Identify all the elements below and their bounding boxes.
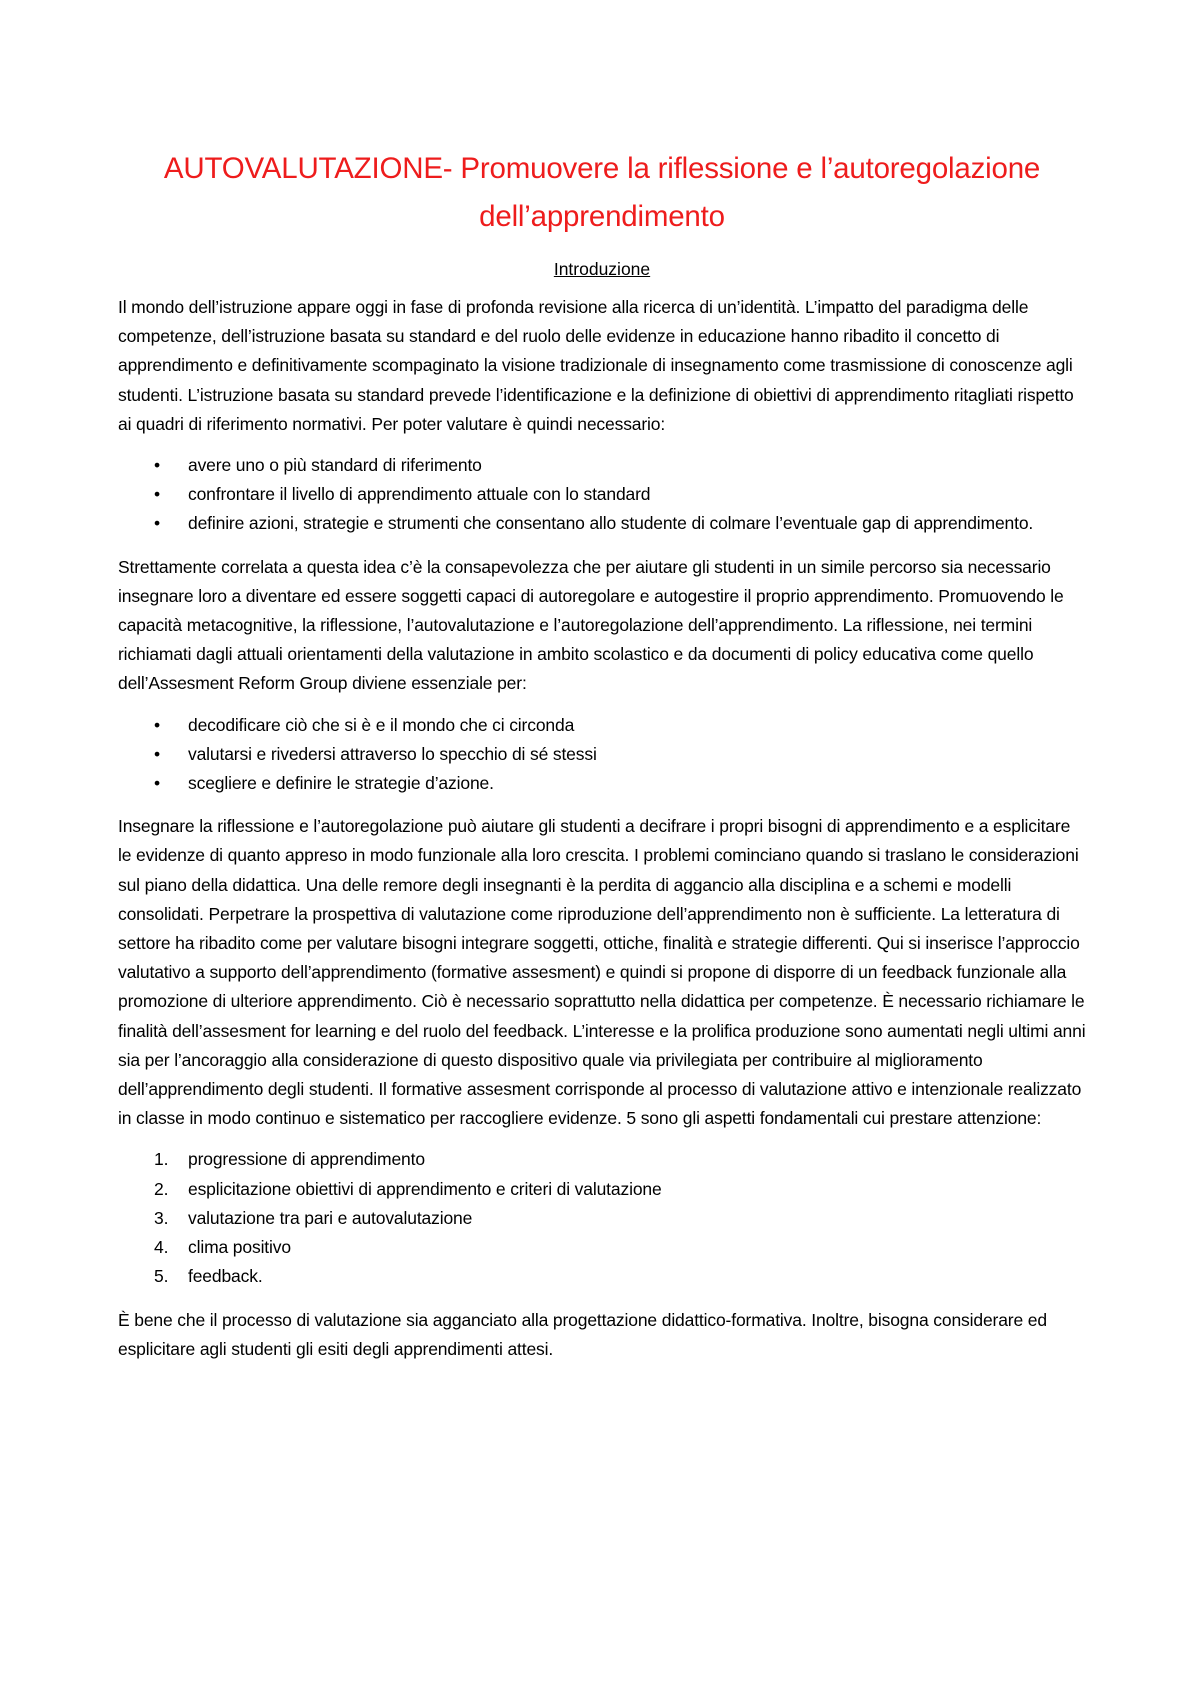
bullet-icon: • — [154, 773, 160, 794]
list-number: 5. — [154, 1266, 169, 1287]
list-item-text: progressione di apprendimento — [188, 1149, 425, 1170]
document-page — [118, 145, 1086, 1364]
list-item-text: valutazione tra pari e autovalutazione — [188, 1207, 473, 1228]
list-item-text: confrontare il livello di apprendimento attuale con lo standard — [188, 484, 651, 505]
list-item — [118, 1262, 1086, 1291]
paragraph-intro: Il mondo dell’istruzione appare oggi in fase di profonda revisione alla ricerca di un’identità. L’impatto del paradigma delle competenze, dell’istruzione basata su standard e del ruolo delle evidenze in educazione hanno ribadito il concetto di apprendimento e definitivamente scompaginato la visione tradizionale di insegnamento come trasmissione di conoscenze agli studenti. L’istruzione basata su standard prevede l’identificazione e la definizione di obiettivi di apprendimento ritagliati rispetto ai quadri di riferimento normativi. Per poter valutare è quindi necessario: — [118, 297, 1074, 434]
section-heading: Introduzione — [553, 259, 651, 279]
list-item — [118, 1204, 1086, 1233]
list-number: 3. — [154, 1207, 169, 1228]
list-item — [118, 1175, 1086, 1204]
list-item — [118, 480, 1086, 509]
paragraph-reflection: Strettamente correlata a questa idea c’è la consapevolezza che per aiutare gli studenti in un simile percorso sia necessario insegnare loro a diventare ed essere soggetti capaci di autoregolare e autogestire il proprio apprendimento. Promuovendo le capacità metacognitive, la riflessione, l’autovalutazione e l’autoregolazione dell’apprendimento. La riflessione, nei termini richiamati dagli attuali orientamenti della valutazione in ambito scolastico e da documenti di policy educativa come quello dell’Assesment Reform Group diviene essenziale per: — [118, 556, 1064, 694]
list-item-text: avere uno o più standard di riferimento — [188, 455, 482, 476]
list-item — [118, 711, 1086, 740]
paragraph-formative-assessment: Insegnare la riflessione e l’autoregolazione può aiutare gli studenti a decifrare i propri bisogni di apprendimento e a esplicitare le evidenze di quanto appreso in modo funzionale alla loro crescita. I problemi cominciano quando si traslano le considerazioni sul piano della didattica. Una delle remore degli insegnanti è la perdita di aggancio alla disciplina e a schemi e modelli consolidati. Perpetrare la prospettiva di valutazione come riproduzione dell’apprendimento non è sufficiente. La letteratura di settore ha ribadito come per valutare bisogni integrare soggetti, ottiche, finalità e strategie differenti. Qui si inserisce l’approccio valutativo a supporto dell’apprendimento (formative assesment) e quindi si propone di disporre di un feedback funzionale alla promozione di ulteriore apprendimento. Ciò è necessario soprattutto nella didattica per competenze. È necessario richiamare le finalità dell’assesment for learning e del ruolo del feedback. L’interesse e la prolifica produzione sono aumentati negli ultimi anni sia per l’ancoraggio alla considerazione di questo dispositivo quale via privilegiata per contribuire al miglioramento dell’apprendimento degli studenti. Il formative assesment corrisponde al processo di valutazione attivo e intenzionale realizzato in classe in modo continuo e sistematico per raccogliere evidenze. 5 sono gli aspetti fondamentali cui prestare attenzione: — [118, 816, 1086, 1129]
list-item-text: scegliere e definire le strategie d’azione. — [188, 773, 494, 794]
list-item — [118, 769, 1086, 798]
bullet-icon: • — [154, 743, 160, 764]
list-item — [118, 509, 1086, 538]
bullet-list-reflection — [118, 711, 1086, 799]
list-number: 4. — [154, 1237, 169, 1258]
list-item-text: decodificare ciò che si è e il mondo che ci circonda — [188, 714, 575, 735]
bullet-icon: • — [154, 714, 160, 735]
list-item — [118, 1233, 1086, 1262]
numbered-list-aspects — [118, 1145, 1086, 1291]
list-item-text: clima positivo — [188, 1237, 291, 1258]
list-item — [118, 1145, 1086, 1174]
paragraph-conclusion: È bene che il processo di valutazione sia agganciato alla progettazione didattico-formativa. Inoltre, bisogna considerare ed esplicitare agli studenti gli esiti degli apprendimenti attesi. — [118, 1309, 1047, 1359]
bullet-icon: • — [154, 455, 160, 476]
list-item — [118, 451, 1086, 480]
list-item — [118, 740, 1086, 769]
list-item-text: valutarsi e rivedersi attraverso lo specchio di sé stessi — [188, 743, 597, 764]
bullet-list-standards — [118, 451, 1086, 539]
bullet-icon: • — [154, 484, 160, 505]
list-item-text: definire azioni, strategie e strumenti che consentano allo studente di colmare l’eventuale gap di apprendimento. — [188, 513, 1034, 534]
list-number: 2. — [154, 1178, 169, 1199]
document-title: AUTOVALUTAZIONE- Promuovere la riflessione e l’autoregolazione dell’apprendimento — [163, 152, 1041, 233]
list-item-text: feedback. — [188, 1266, 263, 1287]
bullet-icon: • — [154, 513, 160, 534]
list-number: 1. — [154, 1149, 169, 1170]
list-item-text: esplicitazione obiettivi di apprendimento e criteri di valutazione — [188, 1178, 662, 1199]
